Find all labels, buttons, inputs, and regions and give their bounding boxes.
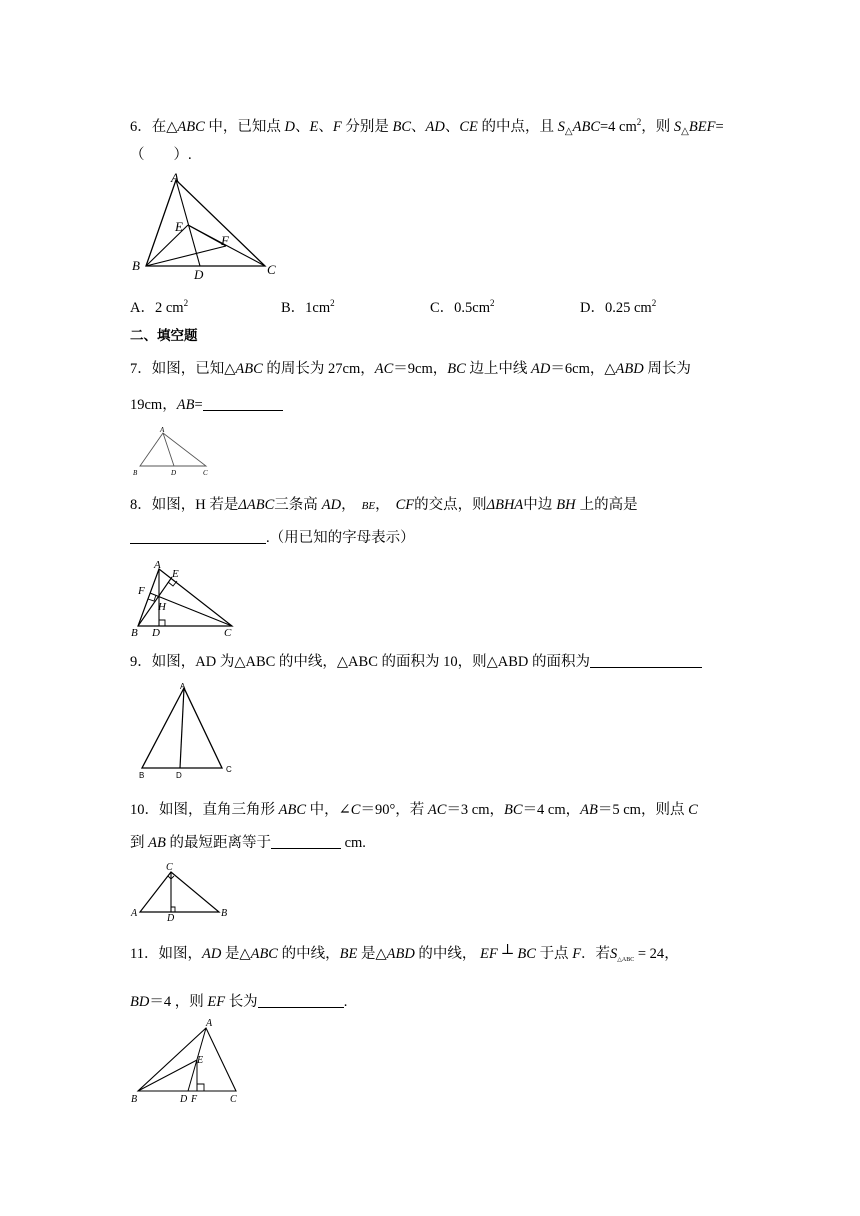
- q6-label-c: C: [267, 262, 276, 277]
- q10-text: ＝3 cm，: [446, 802, 505, 818]
- q11-text: 的中线，: [277, 946, 340, 962]
- q11-label-c: C: [230, 1094, 237, 1105]
- q11-label-b: B: [131, 1094, 138, 1105]
- q7-var: AD: [531, 361, 551, 377]
- q9-label-a: A: [180, 682, 186, 691]
- q11-answer-blank[interactable]: [258, 993, 344, 1008]
- q8-label-f: F: [138, 585, 145, 597]
- q6-area-sub: △: [681, 126, 689, 137]
- q11-perp-symbol: ⊥: [500, 942, 515, 958]
- q7-text: 的周长为 27cm，: [262, 361, 375, 377]
- q8-text: ，: [341, 497, 356, 513]
- q11-var: EF: [207, 994, 226, 1010]
- q10-var: BC: [504, 802, 523, 818]
- q10-text: ＝90°，若: [360, 802, 428, 818]
- q8-text: 的交点，则: [414, 497, 487, 513]
- q6-var: D: [284, 119, 296, 135]
- q7-var: AB: [176, 397, 195, 413]
- option-value: 1cm: [305, 300, 331, 316]
- q10-line1: [130, 801, 698, 819]
- q6-var: F: [332, 119, 342, 135]
- q11-text: 长为: [225, 994, 258, 1010]
- q7-figure: [130, 424, 212, 480]
- q6-text: =: [715, 119, 724, 135]
- option-sup: 2: [330, 298, 335, 308]
- q9-figure: [130, 678, 240, 782]
- q10-var: C: [688, 802, 698, 818]
- q8-text: 中边: [523, 497, 553, 513]
- option-sup: 2: [490, 298, 495, 308]
- q10-text: 的最短距离等于: [165, 835, 271, 851]
- q9-line1: [130, 653, 702, 671]
- q7-var: BC: [447, 361, 466, 377]
- q11-area-sub: △ABC: [617, 957, 635, 963]
- q11-label-e: E: [197, 1055, 204, 1066]
- q11-var: BC: [517, 946, 536, 962]
- q7-var: ABC: [235, 361, 263, 377]
- q6-label-b: B: [132, 258, 140, 273]
- q8-var: ΔABC: [238, 497, 275, 513]
- q11-median-be: [138, 1060, 197, 1091]
- q10-label-c: C: [166, 862, 173, 873]
- q10-var: AC: [427, 802, 447, 818]
- q11-line1: [130, 941, 679, 969]
- q6-option-d[interactable]: [580, 296, 656, 317]
- q11-right-angle-f: [197, 1084, 204, 1091]
- q6-triangle-abc: [146, 180, 265, 266]
- q6-figure: [128, 170, 288, 282]
- q6-var: ABC: [572, 119, 600, 135]
- q8-var: AD: [321, 497, 342, 513]
- q8-triangle-abc: [138, 569, 232, 626]
- q6-text: 、: [295, 119, 310, 135]
- q8-label-e: E: [172, 568, 179, 580]
- q9-median-ad: [180, 688, 184, 768]
- q6-text: ，则: [641, 119, 674, 135]
- q11-text: 的中线，: [414, 946, 481, 962]
- q7-text: ＝6cm，△: [550, 361, 616, 377]
- q6-var: CE: [459, 119, 478, 135]
- q6-option-b[interactable]: [281, 296, 335, 317]
- q11-text: 于点: [535, 946, 573, 962]
- q6-answer-paren: （ ）.: [130, 147, 192, 163]
- q9-label-b: B: [139, 771, 145, 780]
- q6-label-d: D: [194, 267, 204, 282]
- q6-sup: 2: [636, 117, 642, 127]
- q11-text: 11．如图，: [130, 946, 202, 962]
- q6-segment-bf: [146, 246, 226, 266]
- q11-triangle-abc: [138, 1028, 236, 1091]
- q8-text: ，: [375, 497, 390, 513]
- q10-text: 10．如图，直角三角形: [130, 802, 279, 818]
- q8-var: BE: [361, 500, 376, 512]
- q9-text: 9．如图，AD 为△ABC 的中线，△ABC 的面积为 10，则△ABD 的面积为: [130, 654, 591, 670]
- q8-label-d: D: [152, 627, 160, 639]
- option-letter: B．: [281, 300, 306, 316]
- q7-label-b: B: [133, 469, 138, 477]
- q11-line2: [130, 993, 347, 1011]
- q8-var: CF: [395, 497, 415, 513]
- q6-option-a[interactable]: [130, 296, 188, 317]
- q10-text: ＝5 cm，则点: [597, 802, 689, 818]
- q7-line1: [130, 360, 691, 378]
- q11-text: .: [343, 994, 348, 1010]
- q6-line1: [130, 113, 724, 141]
- q8-text: 8．如图，H 若是: [130, 497, 239, 513]
- q11-var: EF: [480, 946, 498, 962]
- q6-area-symbol: S: [673, 119, 682, 135]
- option-value: 0.5cm: [454, 300, 491, 316]
- section-heading: 二、填空题: [130, 328, 198, 344]
- q6-area-sub: △: [564, 126, 573, 137]
- q6-text: 、: [411, 119, 426, 135]
- q7-segment-ad: [163, 433, 174, 466]
- q10-text: cm.: [340, 835, 366, 851]
- q10-figure: [128, 858, 238, 924]
- q10-var: ABC: [278, 802, 307, 818]
- q8-text: 三条高: [274, 497, 318, 513]
- q6-area-symbol: S: [557, 119, 565, 135]
- q11-area-symbol: S: [610, 946, 618, 962]
- q11-figure: [128, 1014, 256, 1106]
- q8-label-c: C: [224, 627, 232, 639]
- q7-line2: [130, 396, 283, 414]
- q10-label-a: A: [131, 908, 138, 919]
- q8-right-angle-d: [159, 620, 165, 626]
- q7-answer-blank[interactable]: [203, 396, 283, 411]
- q7-triangle-abc: [140, 433, 206, 466]
- q11-label-d: D: [180, 1094, 188, 1105]
- q7-label-c: C: [203, 469, 208, 477]
- q8-label-h: H: [158, 601, 166, 613]
- option-letter: C．: [430, 300, 455, 316]
- option-value: 2 cm: [154, 300, 184, 316]
- q11-text: ＝4 ，则: [149, 994, 208, 1010]
- q11-text: ，: [664, 946, 679, 962]
- q8-text: .（用已知的字母表示）: [266, 530, 415, 546]
- q10-line2: [130, 834, 366, 852]
- q8-line2: [130, 529, 415, 547]
- q10-text: ＝4 cm，: [522, 802, 581, 818]
- q11-text: 是△: [221, 946, 251, 962]
- q6-var: AD: [425, 119, 445, 135]
- q11-var: BD: [130, 994, 150, 1010]
- q6-text: =4 cm: [600, 119, 637, 135]
- q6-text: 6．在△: [130, 119, 178, 135]
- q6-label-e: E: [175, 219, 183, 234]
- q9-label-d: D: [176, 771, 182, 780]
- q6-label-f: F: [221, 233, 229, 248]
- option-sup: 2: [183, 298, 189, 308]
- q10-var: AB: [580, 802, 598, 818]
- q8-label-a: A: [154, 559, 161, 571]
- q11-var: ABD: [386, 946, 415, 962]
- q10-var: AB: [148, 835, 166, 851]
- option-letter: A．: [130, 300, 155, 316]
- q7-text: 19cm，: [130, 397, 177, 413]
- q9-label-c: C: [226, 765, 232, 774]
- q7-label-d: D: [171, 469, 177, 477]
- q6-var: E: [309, 119, 319, 135]
- q6-var: BC: [392, 119, 412, 135]
- q10-text: 中，∠: [306, 802, 351, 818]
- q7-text: ＝9cm，: [393, 361, 448, 377]
- q7-text: 周长为: [643, 361, 691, 377]
- q8-var: ΔBHA: [486, 497, 524, 513]
- q11-label-a: A: [206, 1018, 213, 1029]
- q11-var: BE: [339, 946, 358, 962]
- q7-text: =: [194, 397, 203, 413]
- q11-var: F: [572, 946, 582, 962]
- q6-text: 、: [444, 119, 460, 135]
- option-sup: 2: [651, 298, 657, 308]
- q6-var: BEF: [688, 119, 716, 135]
- q10-label-d: D: [167, 913, 175, 924]
- q11-label-f: F: [191, 1094, 198, 1105]
- q6-var: ABC: [177, 119, 205, 135]
- q11-text: = 24: [634, 946, 665, 962]
- q8-var: BH: [556, 497, 576, 513]
- q6-text: 中，已知点: [204, 119, 285, 135]
- q10-triangle-abc: [140, 872, 219, 912]
- q6-text: 分别是: [341, 119, 393, 135]
- q7-var: ABD: [615, 361, 644, 377]
- q10-label-b: B: [221, 908, 228, 919]
- q11-var: AD: [201, 946, 222, 962]
- q11-var: ABC: [250, 946, 278, 962]
- q7-var: AC: [374, 361, 394, 377]
- q8-text: 上的高是: [579, 497, 638, 513]
- q11-text: 是△: [357, 946, 387, 962]
- q7-text: 边上中线: [465, 361, 532, 377]
- q8-label-b: B: [131, 627, 138, 639]
- q10-text: 到: [130, 835, 149, 851]
- option-letter: D．: [580, 300, 605, 316]
- option-value: 0.25 cm: [604, 300, 652, 316]
- q10-answer-blank[interactable]: [271, 834, 341, 849]
- q8-line1: [130, 496, 638, 515]
- q6-text: 、: [318, 119, 333, 135]
- q9-answer-blank[interactable]: [590, 653, 702, 668]
- q6-text: 的中点，且: [477, 119, 558, 135]
- q11-text: ．若: [581, 946, 611, 962]
- q8-figure: [128, 558, 240, 640]
- q8-answer-blank[interactable]: [130, 529, 266, 544]
- q6-label-a: A: [171, 170, 179, 185]
- q7-label-a: A: [160, 426, 165, 434]
- q10-var: C: [350, 802, 361, 818]
- q6-option-c[interactable]: [430, 296, 495, 317]
- q7-text: 7．如图，已知△: [130, 361, 236, 377]
- q10-right-angle-d: [171, 907, 175, 912]
